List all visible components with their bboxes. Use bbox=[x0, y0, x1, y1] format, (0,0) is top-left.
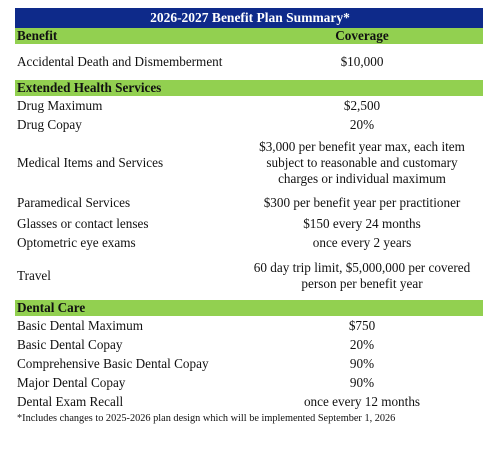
benefit-table bbox=[15, 8, 483, 411]
coverage-cell: once every 2 years bbox=[312, 234, 412, 250]
coverage-cell: $750 bbox=[348, 317, 376, 333]
benefit-summary bbox=[15, 8, 483, 424]
benefit-cell: Basic Dental Copay bbox=[17, 336, 123, 352]
table-row bbox=[15, 335, 483, 354]
coverage-cell: $2,500 bbox=[343, 97, 381, 113]
coverage-cell: $300 per benefit year per practitioner bbox=[263, 194, 461, 210]
coverage-cell: 90% bbox=[349, 355, 375, 371]
coverage-cell: $10,000 bbox=[340, 54, 384, 69]
table-title: 2026-2027 Benefit Plan Summary* bbox=[15, 8, 483, 28]
section-fill bbox=[241, 80, 483, 96]
table-row bbox=[15, 316, 483, 335]
benefit-cell: Drug Copay bbox=[17, 116, 82, 132]
table-row bbox=[15, 373, 483, 392]
table-row bbox=[15, 233, 483, 252]
coverage-cell: $3,000 per benefit year max, each item subject to reasonable and customary charges or individual maximum bbox=[259, 138, 465, 186]
coverage-cell: 20% bbox=[349, 116, 375, 132]
table-row bbox=[15, 96, 483, 115]
table-row bbox=[15, 392, 483, 411]
header-benefit: Benefit bbox=[15, 28, 241, 44]
title-row bbox=[15, 8, 483, 28]
table-row bbox=[15, 191, 483, 214]
section-fill bbox=[241, 300, 483, 316]
benefit-cell: Dental Exam Recall bbox=[17, 393, 124, 409]
benefit-cell: Glasses or contact lenses bbox=[17, 215, 149, 231]
section-row bbox=[15, 300, 483, 316]
coverage-cell: 60 day trip limit, $5,000,000 per covered person per benefit year bbox=[253, 260, 471, 291]
coverage-cell: 20% bbox=[349, 336, 375, 352]
benefit-cell: Major Dental Copay bbox=[17, 374, 126, 390]
table-row bbox=[15, 134, 483, 191]
benefit-cell: Drug Maximum bbox=[17, 97, 103, 113]
section-label: Dental Care bbox=[15, 300, 241, 316]
coverage-cell: once every 12 months bbox=[303, 393, 421, 409]
benefit-cell: Medical Items and Services bbox=[17, 154, 164, 170]
benefit-cell: Optometric eye exams bbox=[17, 234, 136, 250]
table-row bbox=[15, 252, 483, 300]
benefit-cell: Paramedical Services bbox=[17, 194, 131, 210]
table-row bbox=[15, 354, 483, 373]
header-row bbox=[15, 28, 483, 44]
coverage-cell: 90% bbox=[349, 374, 375, 390]
benefit-cell: Accidental Death and Dismemberment bbox=[17, 54, 223, 69]
benefit-cell: Basic Dental Maximum bbox=[17, 317, 143, 333]
section-row bbox=[15, 80, 483, 96]
table-row bbox=[15, 115, 483, 134]
section-label: Extended Health Services bbox=[15, 80, 241, 96]
benefit-cell: Travel bbox=[17, 268, 51, 283]
footnote: *Includes changes to 2025-2026 plan design which will be implemented September 1, 2026 bbox=[17, 413, 396, 424]
benefit-cell: Comprehensive Basic Dental Copay bbox=[17, 355, 209, 371]
table-row bbox=[15, 44, 483, 80]
table-row bbox=[15, 214, 483, 233]
coverage-cell: $150 every 24 months bbox=[303, 215, 421, 231]
header-coverage: Coverage bbox=[241, 28, 483, 44]
